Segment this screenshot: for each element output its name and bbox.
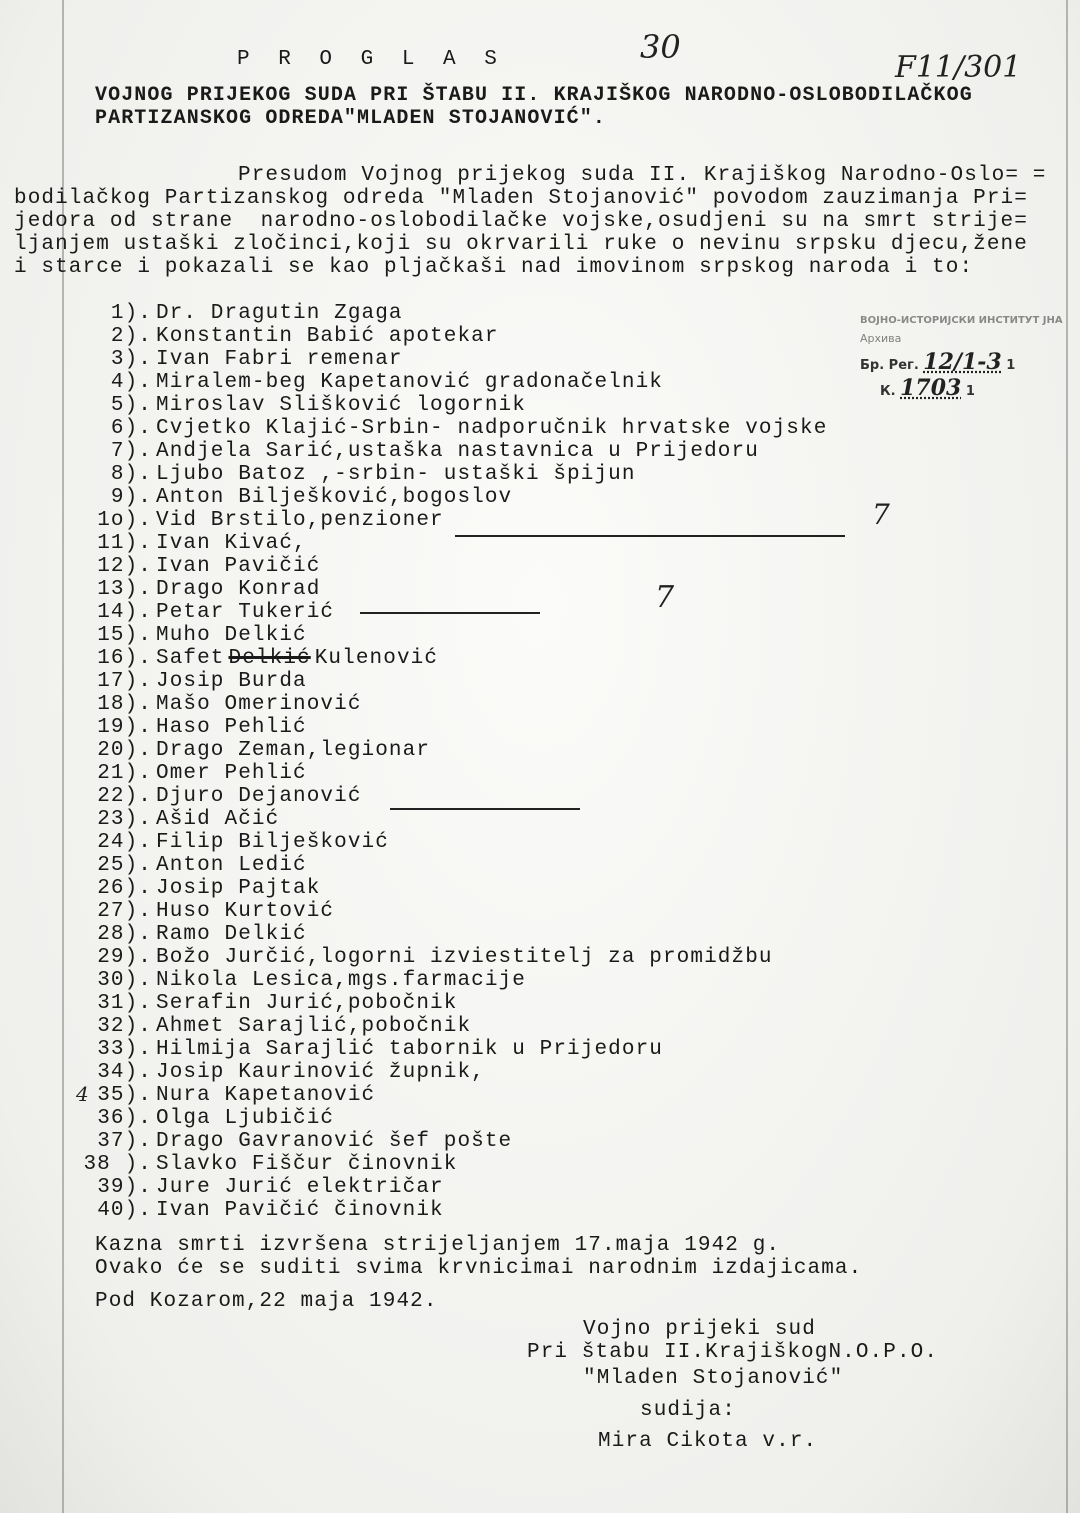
- list-item-name: Vid Brstilo,penzioner: [156, 509, 444, 532]
- list-item-name: Drago Gavranović šef pošte: [156, 1130, 513, 1153]
- list-item-name: Huso Kurtović: [156, 900, 335, 923]
- list-item-number: 30).: [97, 969, 152, 992]
- list-item-number: 12).: [97, 555, 152, 578]
- stamp-k-value: 1703: [900, 375, 962, 401]
- document-heading: P R O G L A S: [237, 48, 505, 71]
- handwritten-page-number: 30: [640, 28, 681, 66]
- list-item: [80, 739, 827, 762]
- document-title-line-2: PARTIZANSKOG ODREDA"MLADEN STOJANOVIĆ".: [95, 107, 606, 130]
- paragraph-line: i starce i pokazali se kao pljačkaši nad imovinom srpskog naroda i to:: [14, 256, 974, 279]
- list-item-name: Ahmet Sarajlić,pobočnik: [156, 1015, 472, 1038]
- list-item: [80, 371, 827, 394]
- list-item: [80, 555, 827, 578]
- signature-staff: Pri štabu II.KrajiškogN.O.P.O.: [527, 1341, 939, 1364]
- list-item: [80, 1038, 827, 1061]
- list-item-name: Petar Tukerić: [156, 601, 335, 624]
- list-item: [80, 854, 827, 877]
- list-item-name: Josip Pajtak: [156, 877, 321, 900]
- list-item-name: Drago Zeman,legionar: [156, 739, 431, 762]
- list-item-name-rest: Kulenović: [314, 647, 439, 670]
- list-item: [80, 1199, 827, 1222]
- list-item: [80, 509, 827, 532]
- list-item-name: Božo Jurčić,logorni izviestitelj za promidžbu: [156, 946, 773, 969]
- list-item-number: 18).: [97, 693, 152, 716]
- sentenced-list: [80, 302, 827, 1222]
- list-item: [80, 946, 827, 969]
- list-item-number: 8).: [110, 463, 152, 486]
- archive-stamp: [860, 315, 1075, 425]
- list-item-name: Konstantin Babić apotekar: [156, 325, 499, 348]
- struck-word: Delkić: [228, 647, 311, 670]
- list-item-number: 28).: [97, 923, 152, 946]
- paragraph-line: Presudom Vojnog prijekog suda II. Krajiškog Narodno-Oslo= =: [238, 164, 1047, 187]
- list-item-number: 23).: [97, 808, 152, 831]
- list-item-name: Safet: [156, 647, 225, 670]
- list-item-name: Nikola Lesica,mgs.farmacije: [156, 969, 526, 992]
- list-item: [80, 348, 827, 371]
- place-date: Pod Kozarom,22 maja 1942.: [95, 1290, 438, 1313]
- handwritten-mark: 7: [872, 498, 890, 531]
- list-item-number: 29).: [97, 946, 152, 969]
- list-item-number: 15).: [97, 624, 152, 647]
- list-item: [80, 877, 827, 900]
- list-item-number: 37).: [97, 1130, 152, 1153]
- list-item: [80, 417, 827, 440]
- list-item: [80, 325, 827, 348]
- list-item-number: 26).: [97, 877, 152, 900]
- list-item-number: 4).: [110, 371, 152, 394]
- list-item-name: Jure Jurić električar: [156, 1176, 444, 1199]
- list-item-number: 34).: [97, 1061, 152, 1084]
- document-title-line-1: VOJNOG PRIJEKOG SUDA PRI ŠTABU II. KRAJIŠKOG NARODNO-OSLOBODILAČKOG: [95, 84, 973, 107]
- list-item-number: 27).: [97, 900, 152, 923]
- stamp-k-label: К.: [880, 384, 896, 399]
- list-item-number: 14).: [97, 601, 152, 624]
- list-item-number: 5).: [110, 394, 152, 417]
- list-item-name: Ašid Ačić: [156, 808, 280, 831]
- list-item-name: Muho Delkić: [156, 624, 307, 647]
- signature-court: Vojno prijeki sud: [583, 1318, 816, 1341]
- execution-note: Kazna smrti izvršena strijeljanjem 17.maja 1942 g.: [95, 1234, 781, 1257]
- list-item-number: 2).: [110, 325, 152, 348]
- list-item-number: 3).: [110, 348, 152, 371]
- list-item: [80, 693, 827, 716]
- paragraph-line: ljanjem ustaški zločinci,koji su okrvarili ruke o nevinu srpsku djecu,žene: [14, 233, 1028, 256]
- list-item-name: Mašo Omerinović: [156, 693, 362, 716]
- list-item-name: Slavko Fiščur činovnik: [156, 1153, 458, 1176]
- stamp-reg-label: Бр. Рег.: [860, 358, 919, 373]
- list-item-name: Anton Bilješković,bogoslov: [156, 486, 513, 509]
- stamp-reg-value: 12/1-3: [923, 349, 1002, 375]
- list-item-name: Hilmija Sarajlić tabornik u Prijedoru: [156, 1038, 663, 1061]
- list-item-number: 19).: [97, 716, 152, 739]
- list-item-number: 36).: [97, 1107, 152, 1130]
- list-item-name: Ivan Kivać,: [156, 532, 307, 555]
- list-item-number: 9).: [110, 486, 152, 509]
- list-item-number: 33).: [97, 1038, 152, 1061]
- list-item-number: 35).: [97, 1084, 152, 1107]
- list-item-name: Omer Pehlić: [156, 762, 307, 785]
- page-fold-line: [1066, 0, 1068, 1513]
- list-item-number: 20).: [97, 739, 152, 762]
- list-item-number: 16).: [97, 647, 152, 670]
- list-item-name: Ljubo Batoz ,-srbin- ustaški špijun: [156, 463, 636, 486]
- list-item: [80, 440, 827, 463]
- list-item-name: Ivan Pavičić činovnik: [156, 1199, 444, 1222]
- signature-detachment: "Mladen Stojanović": [583, 1367, 844, 1390]
- list-item-name: Serafin Jurić,pobočnik: [156, 992, 458, 1015]
- list-item-number: 24).: [97, 831, 152, 854]
- list-item: [80, 900, 827, 923]
- paragraph-line: jedora od strane narodno-oslobodilačke vojske,osudjeni su na smrt strije=: [14, 210, 1028, 233]
- stamp-reg-suffix: 1: [1006, 358, 1016, 373]
- list-item: [80, 1107, 827, 1130]
- list-item-number: 1).: [110, 302, 152, 325]
- list-item-name: Nura Kapetanović: [156, 1084, 376, 1107]
- list-item: [80, 463, 827, 486]
- list-item: [80, 1153, 827, 1176]
- list-item-number: 13).: [97, 578, 152, 601]
- underline-mark: [455, 535, 845, 537]
- list-item-name: Drago Konrad: [156, 578, 321, 601]
- list-item: [80, 969, 827, 992]
- list-item-number: 39).: [97, 1176, 152, 1199]
- handwritten-mark: 7: [655, 580, 675, 615]
- list-item-name: Ivan Fabri remenar: [156, 348, 403, 371]
- list-item: [80, 716, 827, 739]
- list-item-number: 1o).: [97, 509, 152, 532]
- list-item-name: Haso Pehlić: [156, 716, 307, 739]
- list-item: [80, 1061, 827, 1084]
- list-item-name: Miralem-beg Kapetanović gradonačelnik: [156, 371, 663, 394]
- underline-mark: [390, 808, 580, 810]
- list-item-number: 40).: [97, 1199, 152, 1222]
- list-item-name: Anton Ledić: [156, 854, 307, 877]
- stamp-k-suffix: 1: [965, 384, 975, 399]
- list-item: [80, 624, 827, 647]
- list-item: [80, 762, 827, 785]
- list-item: [80, 302, 827, 325]
- list-item: [80, 647, 827, 670]
- list-item: [80, 394, 827, 417]
- list-item-name: Andjela Sarić,ustaška nastavnica u Prijedoru: [156, 440, 759, 463]
- list-item-name: Djuro Dejanović: [156, 785, 362, 808]
- list-item: [80, 1176, 827, 1199]
- handwritten-prefix: 4: [76, 1082, 89, 1106]
- list-item-number: 17).: [97, 670, 152, 693]
- list-item-number: 25).: [97, 854, 152, 877]
- list-item-number: 32).: [97, 1015, 152, 1038]
- list-item: [80, 578, 827, 601]
- list-item: [80, 992, 827, 1015]
- list-item-name: Josip Burda: [156, 670, 307, 693]
- list-item-number: 21).: [97, 762, 152, 785]
- list-item-name: Miroslav Slišković logornik: [156, 394, 526, 417]
- list-item: [80, 831, 827, 854]
- paragraph-line: bodilačkog Partizanskog odreda "Mladen Stojanović" povodom zauzimanja Pri=: [14, 187, 1028, 210]
- list-item-number: 7).: [110, 440, 152, 463]
- underline-mark: [360, 612, 540, 614]
- list-item: [80, 808, 827, 831]
- list-item-number: 31).: [97, 992, 152, 1015]
- list-item-name: Josip Kaurinović župnik,: [156, 1061, 485, 1084]
- stamp-archive: Архива: [860, 332, 902, 345]
- list-item-name: Cvjetko Klajić-Srbin- nadporučnik hrvatske vojske: [156, 417, 828, 440]
- list-item: [80, 923, 827, 946]
- list-item-number: 22).: [97, 785, 152, 808]
- list-item-name: Dr. Dragutin Zgaga: [156, 302, 403, 325]
- list-item-name: Ramo Delkić: [156, 923, 307, 946]
- list-item: [80, 1130, 827, 1153]
- list-item-number: 6).: [110, 417, 152, 440]
- signature-role: sudija:: [640, 1399, 736, 1422]
- list-item-number: 38 ).: [83, 1153, 152, 1176]
- list-item-name: Ivan Pavičić: [156, 555, 321, 578]
- handwritten-archive-ref: F11/301: [895, 50, 1022, 85]
- list-item: [80, 1084, 827, 1107]
- signature-judge: Mira Cikota v.r.: [598, 1430, 818, 1453]
- list-item: [80, 486, 827, 509]
- list-item-name: Filip Bilješković: [156, 831, 389, 854]
- list-item: [80, 785, 827, 808]
- stamp-institute: ВОЈНО-ИСТОРИЈСКИ ИНСТИТУТ ЈНА: [860, 315, 1063, 326]
- warning-note: Ovako će se suditi svima krvnicimai narodnim izdajicama.: [95, 1257, 863, 1280]
- list-item-number: 11).: [97, 532, 152, 555]
- list-item-name: Olga Ljubičić: [156, 1107, 335, 1130]
- list-item: [80, 1015, 827, 1038]
- list-item: [80, 670, 827, 693]
